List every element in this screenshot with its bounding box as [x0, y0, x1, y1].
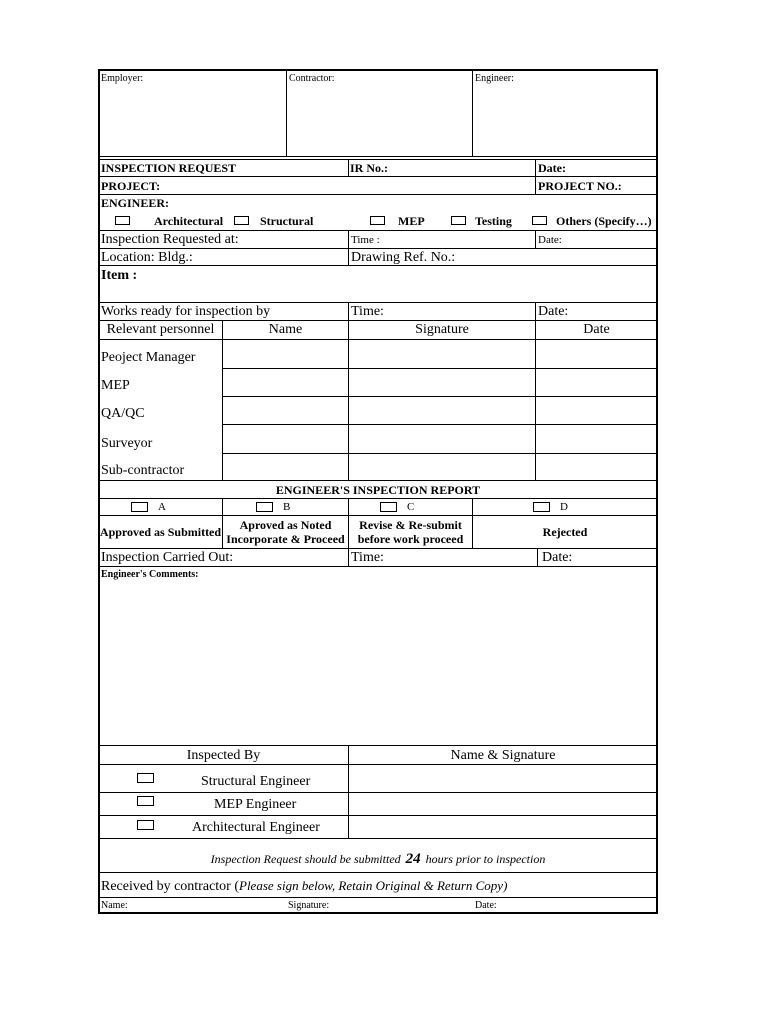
rule	[99, 792, 657, 793]
notice-prefix: Inspection Request should be submitted	[210, 852, 401, 866]
option-d-letter: D	[560, 501, 568, 513]
receipt-date-label: Date:	[475, 900, 497, 911]
project-no-label: PROJECT NO.:	[538, 179, 622, 193]
rule	[99, 764, 657, 765]
requested-at-label: Inspection Requested at:	[101, 232, 239, 247]
engineer-header-label: Engineer:	[475, 73, 514, 84]
checkbox-mep[interactable]	[370, 216, 385, 225]
carried-out-label: Inspection Carried Out:	[101, 550, 234, 565]
option-b-letter: B	[283, 501, 291, 513]
option-a-letter: A	[158, 501, 166, 513]
inspection-report-title: ENGINEER'S INSPECTION REPORT	[275, 483, 481, 497]
item-label: Item :	[101, 268, 138, 283]
option-b-text-1: Aproved as Noted	[239, 518, 332, 532]
col-header-name: Name	[268, 322, 303, 337]
rule	[99, 498, 657, 499]
works-date-label: Date:	[538, 304, 569, 319]
role-structural-engineer: Structural Engineer	[201, 774, 311, 789]
checkbox-mep-engineer[interactable]	[137, 796, 154, 806]
rule	[99, 815, 657, 816]
discipline-architectural: Architectural	[154, 214, 224, 228]
col-rule	[472, 498, 473, 548]
option-c-letter: C	[407, 501, 415, 513]
rule	[99, 480, 657, 481]
drawing-ref-label: Drawing Ref. No.:	[351, 250, 456, 265]
rule	[222, 368, 657, 369]
notice-suffix: hours prior to inspection	[425, 852, 546, 866]
rule	[99, 230, 657, 231]
rule	[99, 320, 657, 321]
notice-hours: 24	[405, 851, 421, 867]
checkbox-option-c[interactable]	[380, 502, 397, 512]
checkbox-architectural-engineer[interactable]	[137, 820, 154, 830]
receipt-name-label: Name:	[101, 900, 128, 911]
option-c-text-1: Revise & Re-submit	[359, 518, 462, 532]
col-rule	[537, 548, 538, 566]
col-rule	[348, 548, 349, 566]
works-time-label: Time:	[351, 304, 384, 319]
personnel-row-subcontractor: Sub-contractor	[101, 463, 185, 478]
checkbox-option-b[interactable]	[256, 502, 273, 512]
checkbox-option-d[interactable]	[533, 502, 550, 512]
col-header-relevant-personnel: Relevant personnel	[106, 322, 215, 337]
header-divider	[472, 70, 473, 157]
personnel-row-mep: MEP	[101, 378, 130, 393]
discipline-others: Others (Specify…)	[556, 214, 652, 228]
received-by-line	[101, 879, 507, 894]
role-mep-engineer: MEP Engineer	[214, 797, 297, 812]
carried-out-date-label: Date:	[542, 550, 573, 565]
discipline-structural: Structural	[260, 214, 314, 228]
checkbox-structural-engineer[interactable]	[137, 773, 154, 783]
request-date-label: Date:	[538, 161, 566, 175]
col-rule	[222, 320, 223, 480]
col-rule	[535, 159, 536, 195]
rule	[222, 424, 657, 425]
engineer-comments-label: Engineer's Comments:	[101, 569, 199, 580]
rule	[99, 176, 657, 177]
rule	[99, 194, 657, 195]
rule	[99, 897, 657, 898]
employer-label: Employer:	[101, 73, 144, 84]
rule	[99, 159, 657, 160]
col-rule	[348, 230, 349, 266]
col-rule	[348, 159, 349, 177]
rule	[99, 156, 657, 157]
rule	[222, 453, 657, 454]
option-c-text-2: before work proceed	[357, 532, 464, 546]
personnel-row-surveyor: Surveyor	[101, 436, 153, 451]
rule	[99, 339, 657, 340]
checkbox-others[interactable]	[532, 216, 547, 225]
contractor-label: Contractor:	[289, 73, 335, 84]
option-b-text-2: Incorporate & Proceed	[226, 532, 345, 546]
requested-time-label: Time :	[351, 234, 380, 246]
discipline-testing: Testing	[475, 214, 512, 228]
rule	[99, 838, 657, 839]
col-rule	[535, 230, 536, 248]
checkbox-testing[interactable]	[451, 216, 466, 225]
option-a-text: Approved as Submitted	[99, 525, 222, 539]
received-by-label: Received by contractor (	[101, 879, 239, 894]
received-by-note: Please sign below, Retain Original & Return Copy)	[239, 878, 508, 893]
discipline-mep: MEP	[398, 214, 425, 228]
carried-out-time-label: Time:	[351, 550, 384, 565]
rule	[222, 396, 657, 397]
personnel-row-qaqc: QA/QC	[101, 406, 145, 421]
submission-notice	[99, 852, 657, 867]
inspection-request-title: INSPECTION REQUEST	[101, 161, 237, 175]
option-d-text: Rejected	[542, 525, 588, 539]
engineer-label: ENGINEER:	[101, 196, 170, 210]
col-header-signature: Signature	[415, 322, 469, 337]
rule	[99, 515, 657, 516]
rule	[99, 745, 657, 746]
rule	[99, 265, 657, 266]
project-label: PROJECT:	[101, 179, 161, 193]
role-architectural-engineer: Architectural Engineer	[192, 820, 320, 835]
location-label: Location: Bldg.:	[101, 250, 193, 265]
rule	[99, 548, 657, 549]
requested-date-label: Date:	[538, 234, 562, 246]
ir-no-label: IR No.:	[350, 161, 388, 175]
rule	[99, 872, 657, 873]
header-divider	[286, 70, 287, 157]
checkbox-structural[interactable]	[234, 216, 249, 225]
rule	[99, 566, 657, 567]
checkbox-architectural[interactable]	[115, 216, 130, 225]
works-ready-label: Works ready for inspection by	[101, 304, 271, 319]
rule	[99, 248, 657, 249]
personnel-row-project-manager: Peoject Manager	[101, 350, 196, 365]
checkbox-option-a[interactable]	[131, 502, 148, 512]
inspected-by-label: Inspected By	[186, 748, 261, 763]
col-header-date: Date	[583, 322, 610, 337]
rule	[99, 302, 657, 303]
receipt-signature-label: Signature:	[288, 900, 330, 911]
name-signature-label: Name & Signature	[450, 748, 556, 763]
